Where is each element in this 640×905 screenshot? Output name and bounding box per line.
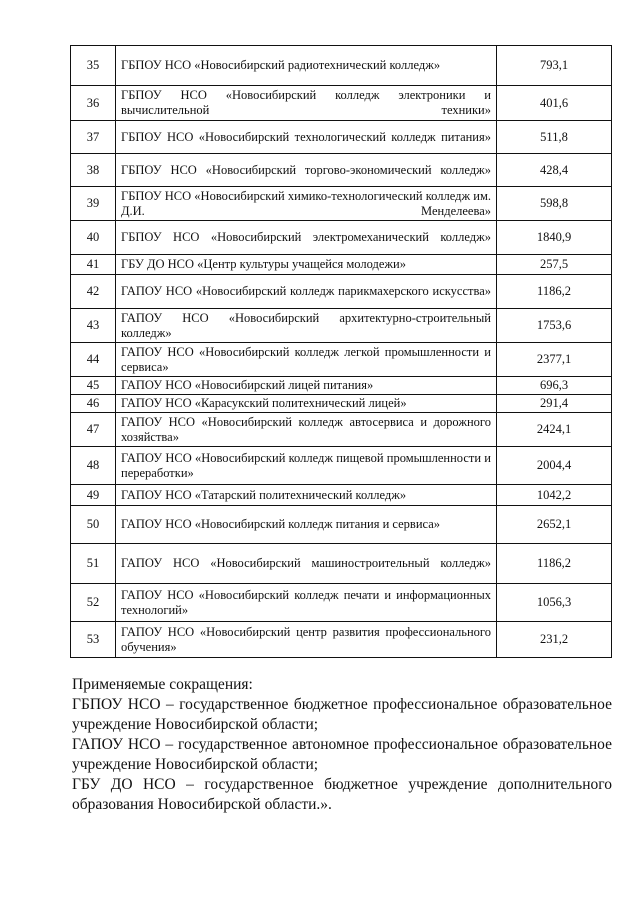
table-row bbox=[71, 187, 612, 221]
row-value: 696,3 bbox=[497, 377, 612, 395]
row-number: 36 bbox=[71, 86, 116, 121]
row-value: 598,8 bbox=[497, 187, 612, 221]
institution-name: ГБПОУ НСО «Новосибирский технологический колледж питания» bbox=[116, 121, 497, 154]
table-row bbox=[71, 413, 612, 447]
row-value: 291,4 bbox=[497, 395, 612, 413]
row-number: 40 bbox=[71, 221, 116, 255]
table-row bbox=[71, 46, 612, 86]
table-row bbox=[71, 395, 612, 413]
row-number: 42 bbox=[71, 275, 116, 309]
row-number: 46 bbox=[71, 395, 116, 413]
row-number: 43 bbox=[71, 309, 116, 343]
table-row bbox=[71, 86, 612, 121]
institution-name: ГАПОУ НСО «Новосибирский центр развития профессионального обучения» bbox=[116, 622, 497, 658]
row-number: 51 bbox=[71, 544, 116, 584]
row-value: 428,4 bbox=[497, 154, 612, 187]
table-row bbox=[71, 255, 612, 275]
row-number: 48 bbox=[71, 447, 116, 485]
table-row bbox=[71, 544, 612, 584]
institutions-table bbox=[70, 45, 612, 658]
row-number: 38 bbox=[71, 154, 116, 187]
institution-name: ГБПОУ НСО «Новосибирский торгово-экономический колледж» bbox=[116, 154, 497, 187]
table-row bbox=[71, 309, 612, 343]
institution-name: ГБПОУ НСО «Новосибирский радиотехнический колледж» bbox=[116, 46, 497, 86]
row-value: 2004,4 bbox=[497, 447, 612, 485]
note-line: ГБПОУ НСО – государственное бюджетное профессиональное образовательное учреждение Новосибирской области; bbox=[72, 696, 612, 733]
institution-name: ГБУ ДО НСО «Центр культуры учащейся молодежи» bbox=[116, 255, 497, 275]
table-row bbox=[71, 584, 612, 622]
table-row bbox=[71, 275, 612, 309]
abbreviations-notes bbox=[72, 675, 612, 815]
table-row bbox=[71, 343, 612, 377]
table-row bbox=[71, 377, 612, 395]
row-value: 1186,2 bbox=[497, 544, 612, 584]
institution-name: ГАПОУ НСО «Новосибирский колледж пищевой промышленности и переработки» bbox=[116, 447, 497, 485]
row-number: 44 bbox=[71, 343, 116, 377]
table-row bbox=[71, 121, 612, 154]
institution-name: ГБПОУ НСО «Новосибирский колледж электроники и вычислительной техники» bbox=[116, 86, 497, 121]
institution-name: ГАПОУ НСО «Новосибирский архитектурно-строительный колледж» bbox=[116, 309, 497, 343]
institution-name: ГАПОУ НСО «Новосибирский колледж питания и сервиса» bbox=[116, 506, 497, 544]
row-number: 50 bbox=[71, 506, 116, 544]
row-value: 2652,1 bbox=[497, 506, 612, 544]
notes-heading: Применяемые сокращения: bbox=[72, 676, 253, 693]
institution-name: ГАПОУ НСО «Новосибирский колледж печати и информационных технологий» bbox=[116, 584, 497, 622]
row-value: 401,6 bbox=[497, 86, 612, 121]
row-number: 49 bbox=[71, 485, 116, 506]
note-line: ГАПОУ НСО – государственное автономное профессиональное образовательное учреждение Новосибирской области; bbox=[72, 736, 612, 773]
row-value: 231,2 bbox=[497, 622, 612, 658]
table-row bbox=[71, 154, 612, 187]
table-row bbox=[71, 622, 612, 658]
institution-name: ГАПОУ НСО «Татарский политехнический колледж» bbox=[116, 485, 497, 506]
row-number: 37 bbox=[71, 121, 116, 154]
table-body bbox=[71, 46, 612, 658]
row-number: 45 bbox=[71, 377, 116, 395]
row-value: 1056,3 bbox=[497, 584, 612, 622]
row-value: 2424,1 bbox=[497, 413, 612, 447]
row-value: 1186,2 bbox=[497, 275, 612, 309]
institution-name: ГБПОУ НСО «Новосибирский химико-технологический колледж им. Д.И. Менделеева» bbox=[116, 187, 497, 221]
institution-name: ГАПОУ НСО «Новосибирский колледж парикмахерского искусства» bbox=[116, 275, 497, 309]
row-number: 52 bbox=[71, 584, 116, 622]
table-row bbox=[71, 485, 612, 506]
row-value: 793,1 bbox=[497, 46, 612, 86]
table-row bbox=[71, 506, 612, 544]
row-number: 35 bbox=[71, 46, 116, 86]
institution-name: ГАПОУ НСО «Новосибирский колледж легкой промышленности и сервиса» bbox=[116, 343, 497, 377]
row-number: 39 bbox=[71, 187, 116, 221]
institution-name: ГАПОУ НСО «Новосибирский машиностроительный колледж» bbox=[116, 544, 497, 584]
institution-name: ГАПОУ НСО «Карасукский политехнический лицей» bbox=[116, 395, 497, 413]
row-value: 1042,2 bbox=[497, 485, 612, 506]
row-number: 41 bbox=[71, 255, 116, 275]
institution-name: ГБПОУ НСО «Новосибирский электромеханический колледж» bbox=[116, 221, 497, 255]
row-value: 511,8 bbox=[497, 121, 612, 154]
table-row bbox=[71, 447, 612, 485]
institution-name: ГАПОУ НСО «Новосибирский лицей питания» bbox=[116, 377, 497, 395]
row-value: 2377,1 bbox=[497, 343, 612, 377]
note-line: ГБУ ДО НСО – государственное бюджетное учреждение дополнительного образования Новосибирской области.». bbox=[72, 776, 612, 813]
row-number: 53 bbox=[71, 622, 116, 658]
row-value: 257,5 bbox=[497, 255, 612, 275]
row-number: 47 bbox=[71, 413, 116, 447]
institution-name: ГАПОУ НСО «Новосибирский колледж автосервиса и дорожного хозяйства» bbox=[116, 413, 497, 447]
row-value: 1753,6 bbox=[497, 309, 612, 343]
table-row bbox=[71, 221, 612, 255]
row-value: 1840,9 bbox=[497, 221, 612, 255]
